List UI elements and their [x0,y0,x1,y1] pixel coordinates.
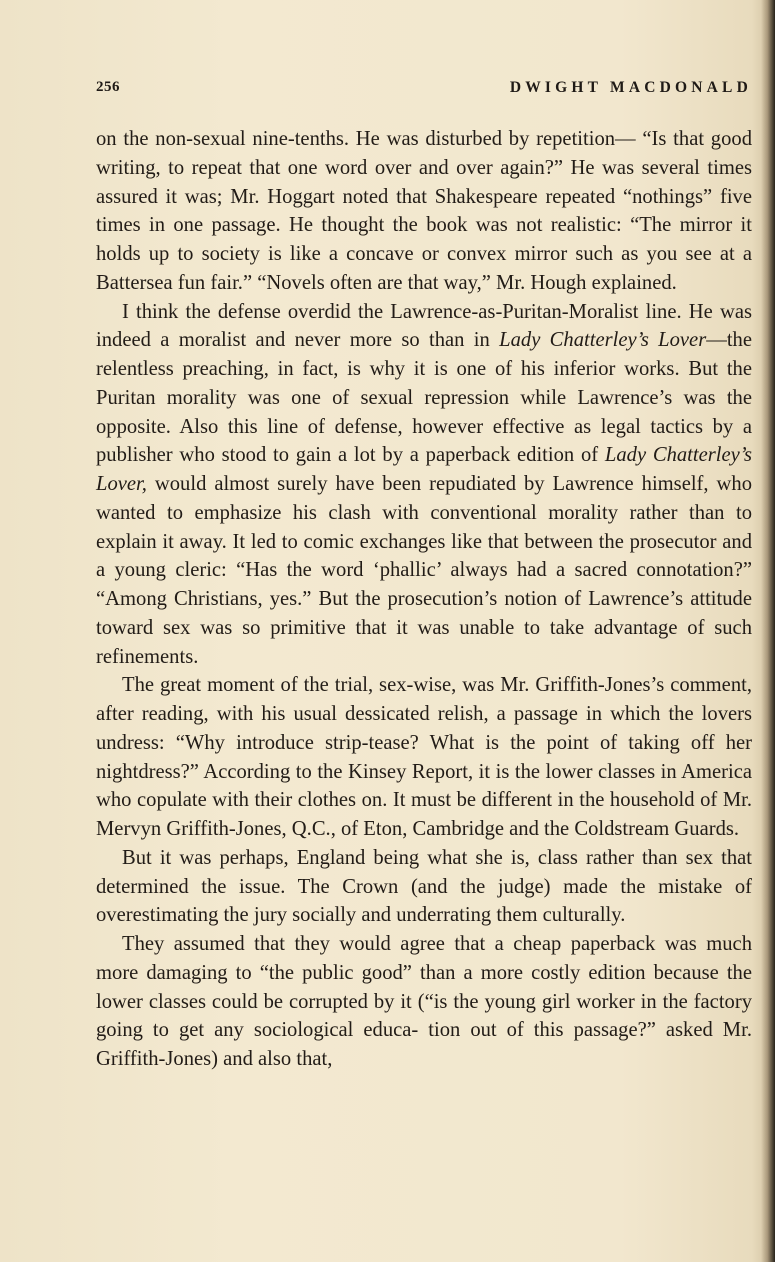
text-run: on the non-sexual nine-tenths. He was disturbed by repetition— “Is that good writing, to repeat that one word over and over again?” He was several times assured it was; Mr. Hoggart noted that Shakespeare repeated “nothings” five times in one passage. He thought the book was not realistic: “The mirror it holds up to society is like a concave or convex mirror such as you see at a Battersea fun fair.” “Novels often are that way,” Mr. Hough explained. [96,128,752,294]
paragraph [96,671,752,844]
paragraph [96,298,752,672]
paragraph [96,125,752,298]
page-header [96,79,752,103]
page-edge-shadow [761,0,775,1262]
text-run: would almost surely have been repudiated by Lawrence himself, who wanted to emphasize his clash with conventional morality rather than to explain it away. It led to comic exchanges like that between the prosecutor and a young cleric: “Has the word ‘phallic’ always had a sacred connotation?” “Among Christians, yes.” But the prosecution’s notion of Lawrence’s attitude toward sex was so primitive that it was unable to take advantage of such refinements. [96,473,752,668]
body-text [96,125,752,1074]
text-run: —the relentless preaching, in fact, is why it is one of his inferior works. But the Puritan morality was one of sexual repression while Lawrence’s was the opposite. Also this line of defense, however effective as legal tactics by a publisher who stood to gain a lot by a paperback edition of [96,329,752,467]
text-run: I think the defense overdid the Lawrence-as-Puritan-Moralist line. He was indeed a moralist and never more so than in [96,300,752,352]
text-run: They assumed that they would agree that a cheap paperback was much more damaging to “the public good” than a more costly edition because the lower classes could be corrupted by it (“is the young girl worker in the factory going to get any sociological educa- tion out of this passage?” asked Mr. Griffith-Jones) and also that, [96,933,752,1070]
page-number: 256 [96,79,120,95]
italic-title: Lady Chatterley’s Lover, [96,444,752,495]
text-run: The great moment of the trial, sex-wise, was Mr. Griffith-Jones’s comment, after reading, with his usual dessicated relish, a passage in which the lovers undress: “Why introduce strip-tease? What is the point of taking off her nightdress?” According to the Kinsey Report, it is the lower classes in America who copulate with their clothes on. It must be different in the household of Mr. Mervyn Griffith-Jones, Q.C., of Eton, Cambridge and the Coldstream Guards. [96,674,752,840]
italic-title: Lady Chatterley’s Lover [499,329,707,352]
paragraph [96,844,752,930]
paragraph [96,930,752,1074]
text-run: But it was perhaps, England being what she is, class rather than sex that determined the issue. The Crown (and the judge) made the mistake of overestimating the jury socially and underrating them culturally. [96,846,752,927]
running-head: DWIGHT MACDONALD [509,79,752,96]
